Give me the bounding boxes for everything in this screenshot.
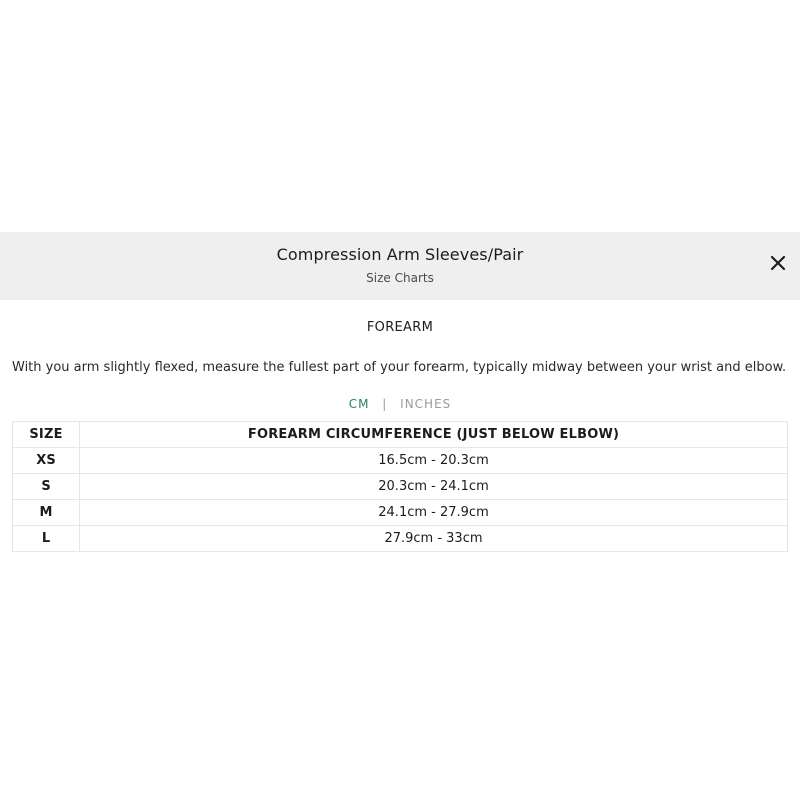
modal-header — [0, 232, 800, 300]
size-cell: L — [13, 526, 80, 552]
close-icon — [764, 249, 792, 277]
size-cell: XS — [13, 448, 80, 474]
table-header-row — [13, 422, 788, 448]
table-row — [13, 448, 788, 474]
range-cell: 24.1cm - 27.9cm — [80, 500, 788, 526]
table-row — [13, 526, 788, 552]
range-cell: 27.9cm - 33cm — [80, 526, 788, 552]
modal-title: Compression Arm Sleeves/Pair — [276, 245, 524, 264]
close-button[interactable] — [764, 249, 792, 277]
unit-toggle — [0, 397, 800, 411]
unit-cm-option[interactable]: CM — [348, 397, 370, 411]
range-cell: 20.3cm - 24.1cm — [80, 474, 788, 500]
size-table — [12, 421, 788, 552]
range-cell: 16.5cm - 20.3cm — [80, 448, 788, 474]
table-row — [13, 500, 788, 526]
header-size: SIZE — [13, 422, 80, 448]
section-title: FOREARM — [366, 320, 434, 335]
modal-subtitle: Size Charts — [366, 271, 434, 285]
header-circumference: FOREARM CIRCUMFERENCE (JUST BELOW ELBOW) — [80, 422, 788, 448]
table-row — [13, 474, 788, 500]
unit-separator: | — [382, 397, 388, 411]
size-cell: S — [13, 474, 80, 500]
size-cell: M — [13, 500, 80, 526]
unit-inches-option[interactable]: INCHES — [400, 397, 452, 411]
measurement-instructions: With you arm slightly flexed, measure the fullest part of your forearm, typically midway between your wrist and elbow. — [12, 360, 787, 375]
